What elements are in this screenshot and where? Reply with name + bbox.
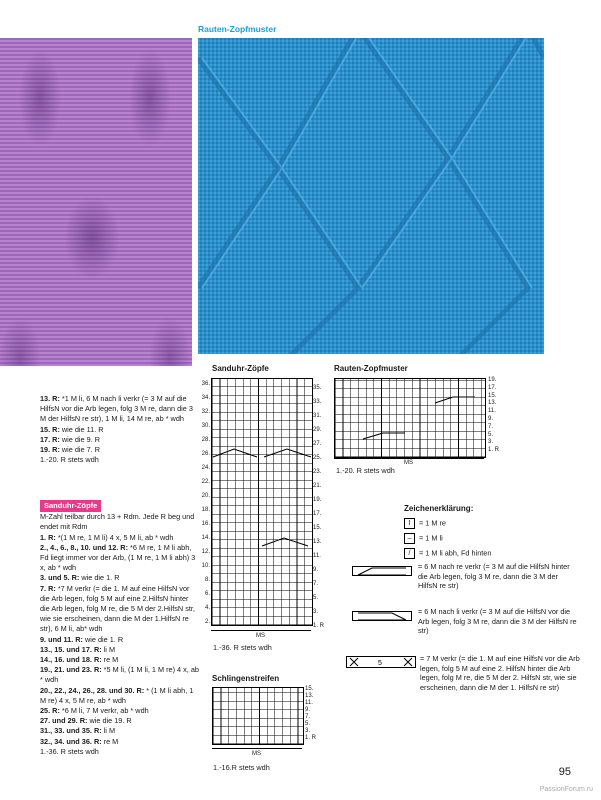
- row-number: 23.: [313, 469, 322, 475]
- instruction-line: 31., 33. und 35. R: li M: [40, 726, 116, 736]
- row-number: 9.: [488, 415, 494, 422]
- instruction-line: 25. R: *6 M li, 7 M verkr, ab * wdh: [40, 706, 149, 716]
- sanduhr-instructions: [40, 500, 200, 757]
- row-number: 9.: [305, 707, 311, 713]
- rauten-ms: MS: [404, 460, 413, 466]
- instruction-line: 19., 21. und 23. R: *5 M li, (1 M li, 1 M re) 4 x, ab * wdh: [40, 665, 199, 685]
- row-number: 3.: [313, 609, 319, 615]
- schlingen-ms-line: [212, 748, 302, 749]
- row-number: 13.: [305, 693, 314, 699]
- row-number: 4.: [204, 605, 210, 611]
- cable-seven-icon: [346, 655, 416, 667]
- schlingen-right-numbers: [305, 686, 316, 742]
- row-number: 16.: [201, 521, 210, 527]
- row-number: 7.: [488, 423, 494, 430]
- row-number: 13.: [488, 400, 497, 407]
- row-number: 12.: [201, 549, 210, 555]
- instruction-line: 17. R: wie die 9. R: [40, 434, 101, 444]
- row-number: 13.: [313, 539, 322, 545]
- row-number: 1. R: [313, 623, 325, 629]
- row-number: 8.: [204, 577, 210, 583]
- row-number: 7.: [313, 581, 319, 587]
- instruction-line: 20., 22., 24., 26., 28. und 30. R: * (1 M li abh, 1 M re) 4 x, 5 M re, ab * wdh: [40, 685, 194, 705]
- row-number: 19.: [488, 377, 497, 383]
- row-number: 17.: [488, 384, 497, 391]
- intro: M-Zahl teilbar durch 13 + Rdm. Jede R beg und endet mit Rdm: [40, 512, 195, 532]
- row-number: 27.: [313, 441, 322, 447]
- sanduhr-chart-grid: [211, 378, 313, 626]
- svg-text:5: 5: [378, 660, 382, 667]
- rauten-chart-grid: [334, 378, 486, 458]
- instruction-line: 13. R: *1 M li, 6 M nach li verkr (= 3 M auf die HilfsN vor die Arb legen, folg 3 M re, dann die 3 M der HilfsN re str), 1 M li, 14 M re, ab * wdh: [40, 394, 193, 424]
- diamond-cable-overlay: [198, 38, 544, 354]
- instruction-line: 9. und 11. R: wie die 1. R: [40, 634, 124, 644]
- row-number: 22.: [201, 479, 210, 485]
- row-number: 1. R: [305, 735, 317, 741]
- row-number: 15.: [488, 392, 497, 399]
- row-number: 10.: [201, 563, 210, 569]
- instruction-line: 1.-36. R stets wdh: [40, 746, 99, 756]
- row-number: 21.: [313, 483, 322, 489]
- row-number: 11.: [488, 408, 496, 415]
- row-number: 35.: [313, 385, 322, 391]
- rauten-ms-line: [334, 458, 484, 459]
- row-number: 15.: [313, 525, 322, 531]
- row-number: 11.: [305, 700, 313, 706]
- purl-icon: –: [404, 533, 415, 544]
- sanduhr-ms-line: [211, 630, 311, 631]
- row-number: 33.: [313, 399, 322, 405]
- blue-knit-photo: [198, 38, 544, 354]
- instruction-line: 32., 34. und 36. R: re M: [40, 736, 119, 746]
- legend-item-cable-seven: = 7 M verkr (= die 1. M auf eine HilfsN vor die Arb legen, folg 5 M auf eine 2. HilfsN hinter die Arb legen, folg M re, die 5 M der 2. HilfsN str, wie sie erscheinen, dann die M der 1. HilfsN re str): [420, 654, 580, 692]
- row-number: 6.: [204, 591, 210, 597]
- watermark: PassionForum.ru: [539, 786, 593, 793]
- row-number: 11.: [313, 553, 321, 559]
- sanduhr-chart-title: Sanduhr-Zöpfe: [212, 364, 269, 373]
- row-number: 25.: [313, 455, 322, 461]
- legend-item-cable-right: = 6 M nach re verkr (= 3 M auf die HilfsN hinter die Arb legen, folg 3 M re, dann die 3 M der HilfsN re str): [418, 562, 570, 591]
- row-number: 19.: [313, 497, 322, 503]
- instruction-line: 13., 15. und 17. R: li M: [40, 644, 116, 654]
- legend-item-cable-left: = 6 M nach li verkr (= 3 M auf die HilfsN vor die Arb legen, folg 3 M re, dann die 3 M der HilfsN re str): [418, 607, 577, 636]
- schlingen-caption: 1.-16.R stets wdh: [213, 763, 270, 772]
- instruction-line: 27. und 29. R: wie die 19. R: [40, 716, 132, 726]
- row-number: 36.: [201, 381, 210, 387]
- cable-symbols: [335, 379, 485, 457]
- legend-item-slip: / = 1 M li abh, Fd hinten: [404, 548, 491, 559]
- schlingen-chart-grid: [212, 687, 304, 745]
- legend-item-knit: I = 1 M re: [404, 518, 446, 529]
- rauten-caption: 1.-20. R stets wdh: [336, 466, 395, 475]
- cable-symbols: [212, 379, 312, 625]
- row-number: 34.: [201, 395, 210, 401]
- instruction-line: 15. R: wie die 11. R: [40, 424, 104, 434]
- row-number: 2.: [204, 619, 210, 625]
- cable-right-icon: [352, 563, 412, 573]
- purple-knit-photo: [0, 38, 192, 366]
- sanduhr-right-numbers: [313, 381, 324, 633]
- instruction-line: 19. R: wie die 7. R: [40, 445, 101, 455]
- row-number: 1. R: [488, 447, 500, 454]
- rauten-instructions-end: [40, 394, 200, 465]
- row-number: 24.: [201, 465, 210, 471]
- legend-item-purl: – = 1 M li: [404, 533, 443, 544]
- row-number: 28.: [201, 437, 210, 443]
- row-number: 15.: [305, 686, 314, 692]
- row-number: 20.: [201, 493, 210, 499]
- row-number: 3.: [305, 728, 311, 734]
- row-number: 18.: [201, 507, 210, 513]
- instruction-line: 14., 16. und 18. R: re M: [40, 655, 119, 665]
- rauten-chart-title: Rauten-Zopfmuster: [334, 364, 408, 373]
- row-number: 5.: [313, 595, 319, 601]
- row-number: 29.: [313, 427, 322, 433]
- row-number: 14.: [201, 535, 210, 541]
- row-number: 7.: [305, 714, 311, 720]
- rauten-right-numbers: [488, 377, 499, 455]
- schlingen-ms: MS: [252, 751, 261, 757]
- sanduhr-caption: 1.-36. R stets wdh: [213, 643, 272, 652]
- row-number: 3.: [488, 439, 494, 446]
- row-number: 9.: [313, 567, 319, 573]
- section-tag: Sanduhr-Zöpfe: [40, 500, 101, 512]
- sanduhr-ms: MS: [256, 633, 265, 639]
- sanduhr-left-numbers: [196, 377, 210, 629]
- instruction-line: 7. R: *7 M verkr (= die 1. M auf eine HilfsN vor die Arb legen, folg 5 M auf eine 2.HilfsN hinter die Arb legen, folg M re, die 5 M der 2.HilfsN str, wie sie erscheinen, dann die M der 1.HilfsN re str), 6 M li, ab* wdh: [40, 583, 195, 634]
- instruction-line: 1. R: *(1 M re, 1 M li) 4 x, 5 M li, ab * wdh: [40, 532, 174, 542]
- row-number: 30.: [201, 423, 210, 429]
- instruction-line: 1.-20. R stets wdh: [40, 455, 99, 465]
- photo-title: Rauten-Zopfmuster: [198, 24, 277, 34]
- row-number: 32.: [201, 409, 210, 415]
- row-number: 5.: [488, 431, 494, 438]
- instruction-line: 2., 4., 6., 8., 10. und 12. R: *6 M re, 1 M li abh, Fd liegt immer vor der Arb, (1 M re, 1 M li abh) 3 x, ab * wdh: [40, 542, 196, 573]
- knit-icon: I: [404, 518, 415, 529]
- instruction-line: 3. und 5. R: wie die 1. R: [40, 573, 120, 583]
- slip-icon: /: [404, 548, 415, 559]
- row-number: 26.: [201, 451, 210, 457]
- row-number: 5.: [305, 721, 311, 727]
- row-number: 17.: [313, 511, 322, 517]
- schlingen-chart-title: Schlingenstreifen: [212, 674, 280, 683]
- cable-left-icon: [352, 608, 412, 618]
- legend-title: Zeichenerklärung:: [404, 504, 474, 513]
- row-number: 31.: [313, 413, 322, 419]
- page-number: 95: [558, 766, 571, 778]
